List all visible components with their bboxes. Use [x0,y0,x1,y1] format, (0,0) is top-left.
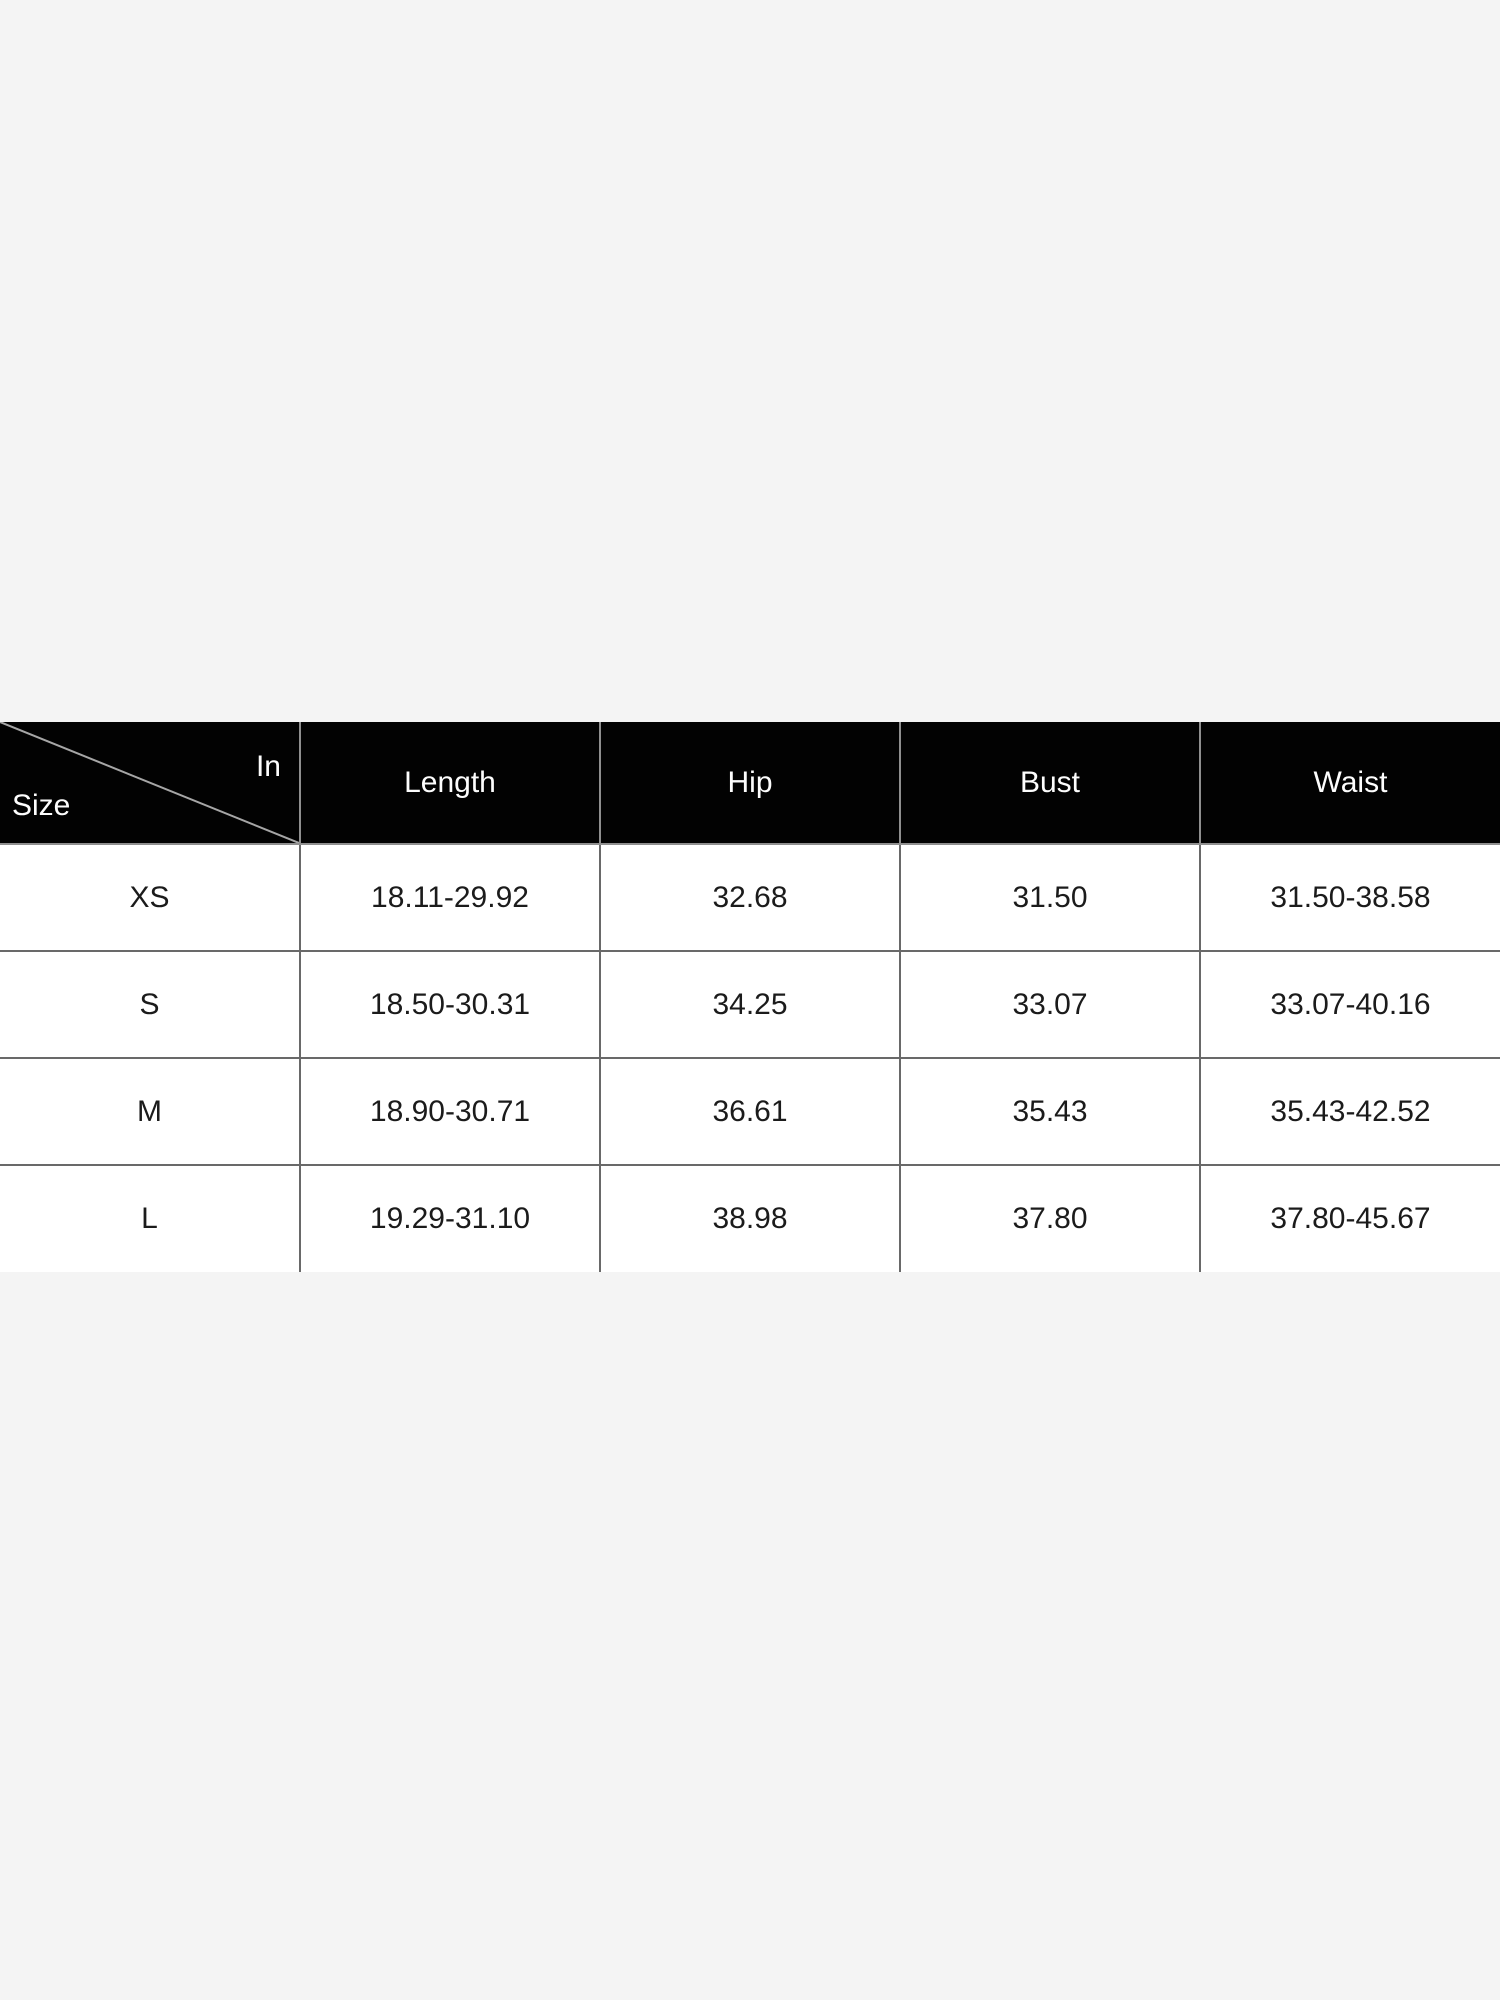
column-header-bust: Bust [900,722,1200,844]
length-cell: 18.11-29.92 [300,844,600,951]
size-chart-body [0,844,1500,1272]
size-cell: XS [0,844,300,951]
table-row-m [0,1058,1500,1165]
column-header-waist: Waist [1200,722,1500,844]
diagonal-divider-line [0,722,299,843]
waist-cell: 37.80-45.67 [1200,1165,1500,1272]
table-row-xs [0,844,1500,951]
hip-cell: 38.98 [600,1165,900,1272]
column-header-length: Length [300,722,600,844]
size-cell: L [0,1165,300,1272]
hip-cell: 32.68 [600,844,900,951]
bust-cell: 35.43 [900,1058,1200,1165]
column-header-hip: Hip [600,722,900,844]
hip-cell: 36.61 [600,1058,900,1165]
bust-cell: 33.07 [900,951,1200,1058]
header-row [0,722,1500,844]
size-chart-table [0,722,1500,1272]
bust-cell: 31.50 [900,844,1200,951]
table-row-l [0,1165,1500,1272]
size-cell: M [0,1058,300,1165]
waist-cell: 31.50-38.58 [1200,844,1500,951]
length-cell: 19.29-31.10 [300,1165,600,1272]
waist-cell: 35.43-42.52 [1200,1058,1500,1165]
length-cell: 18.50-30.31 [300,951,600,1058]
length-cell: 18.90-30.71 [300,1058,600,1165]
size-chart-header [0,722,1500,844]
bust-cell: 37.80 [900,1165,1200,1272]
unit-label: In [255,750,281,783]
table-row-s [0,951,1500,1058]
size-unit-header-cell [0,722,300,844]
hip-cell: 34.25 [600,951,900,1058]
size-cell: S [0,951,300,1058]
size-label: Size [12,789,71,822]
waist-cell: 33.07-40.16 [1200,951,1500,1058]
